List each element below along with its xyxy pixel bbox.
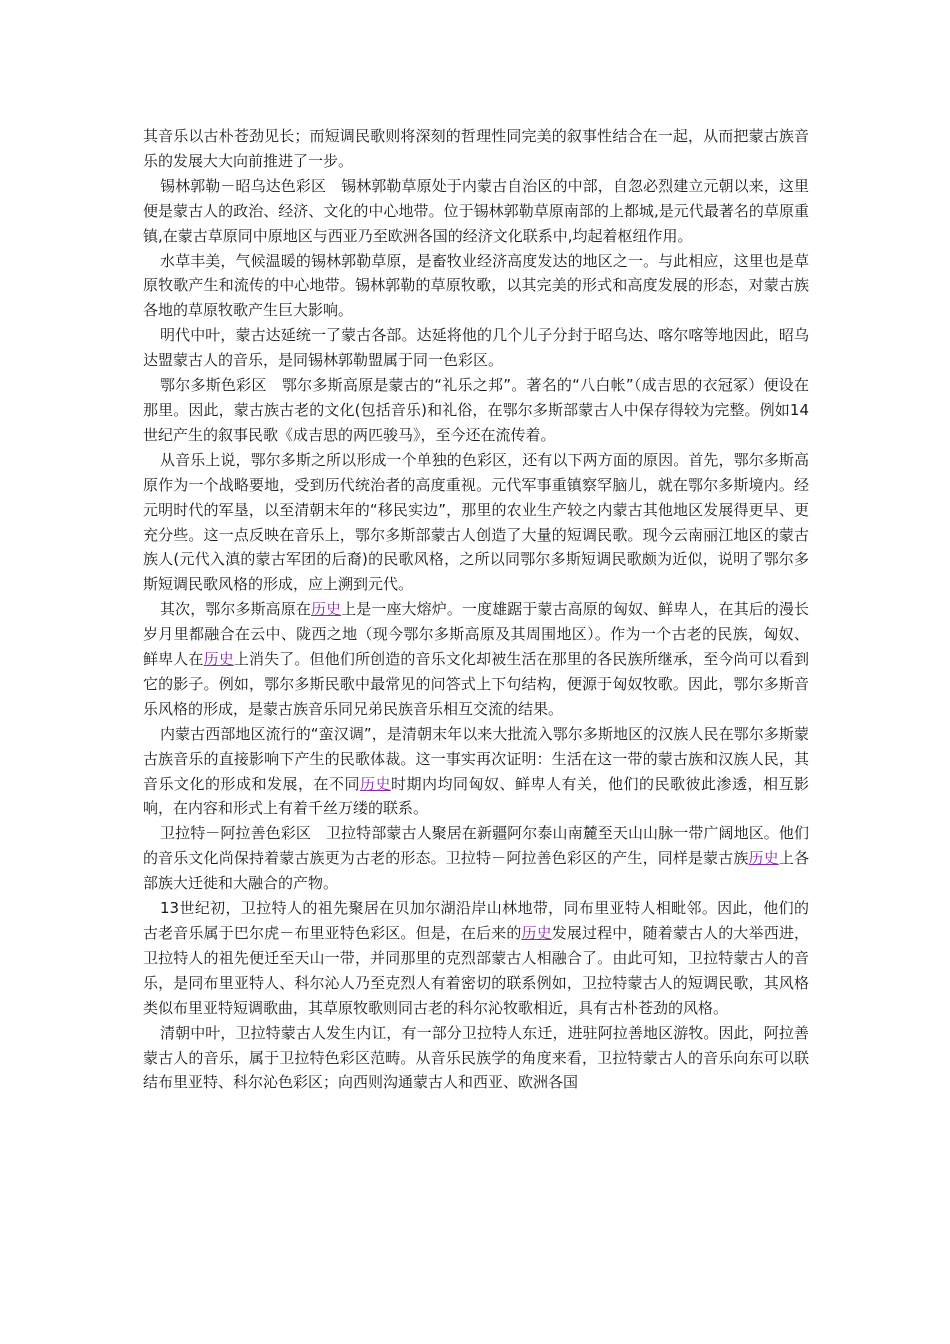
paragraph-text: 鄂尔多斯色彩区 鄂尔多斯高原是蒙古的“礼乐之邦”。著名的“八白帐”（成吉思的衣冠冢）便设在那里。因此，蒙古族古老的文化(包括音乐)和礼俗，在鄂尔多斯部蒙古人中保存得较为完整。例如14世纪产生的叙事民歌《成吉思的两匹骏马》，至今还在流传着。 — [143, 376, 809, 444]
paragraph-text: 明代中叶，蒙古达延统一了蒙古各部。达延将他的几个儿子分封于昭乌达、喀尔喀等地因此，昭乌达盟蒙古人的音乐，是同锡林郭勒盟属于同一色彩区。 — [143, 326, 809, 370]
paragraph — [143, 722, 809, 822]
paragraph — [143, 1021, 809, 1096]
paragraph-text: 锡林郭勒－昭乌达色彩区 锡林郭勒草原处于内蒙古自治区的中部，自忽必烈建立元朝以来，这里便是蒙古人的政治、经济、文化的中心地带。位于锡林郭勒草原南部的上都城,是元代最著名的草原重镇,在蒙古草原同中原地区与西亚乃至欧洲各国的经济文化联系中,均起着枢纽作用。 — [143, 176, 809, 245]
history-link[interactable]: 历史 — [521, 924, 552, 942]
history-link[interactable]: 历史 — [310, 600, 342, 619]
paragraph-text: 其次，鄂尔多斯高原在 — [160, 600, 311, 619]
paragraph — [143, 896, 809, 1021]
history-link[interactable]: 历史 — [203, 650, 234, 669]
paragraph — [143, 249, 809, 324]
paragraph-text: 13世纪初，卫拉特人的祖先聚居在贝加尔湖沿岸山林地带，同布里亚特人相毗邻。因此，他们的古老音乐属于巴尔虎－布里亚特色彩区。但是，在后来的 — [143, 899, 809, 942]
paragraph — [143, 373, 809, 448]
paragraph — [143, 174, 809, 249]
paragraph-text: 清朝中叶，卫拉特蒙古人发生内讧，有一部分卫拉特人东迁，进驻阿拉善地区游牧。因此，阿拉善蒙古人的音乐，属于卫拉特色彩区范畴。从音乐民族学的角度来看，卫拉特蒙古人的音乐向东可以联结布里亚特、科尔沁色彩区；向西则沟通蒙古人和西亚、欧洲各国 — [143, 1023, 809, 1092]
paragraph-text: 内蒙古西部地区流行的“蛮汉调”，是清朝末年以来大批流入鄂尔多斯地区的汉族人民在鄂尔多斯蒙古族音乐的直接影响下产生的民歌体裁。这一事实再次证明：生活在这一带的蒙古族和汉族人民，其音乐文化的形成和发展，在不同 — [143, 724, 809, 793]
paragraph-text: 从音乐上说，鄂尔多斯之所以形成一个单独的色彩区，还有以下两方面的原因。首先，鄂尔多斯高原作为一个战略要地，受到历代统治者的高度重视。元代军事重镇察罕脑儿，就在鄂尔多斯境内。经元明时代的军垦，以至清朝末年的“移民实边”，那里的农业生产较之内蒙古其他地区发展得更早、更充分些。这一点反映在音乐上，鄂尔多斯部蒙古人创造了大量的短调民歌。现今云南丽江地区的蒙古族人(元代入滇的蒙古军团的后裔)的民歌风格，之所以同鄂尔多斯短调民歌颇为近似，说明了鄂尔多斯短调民歌风格的形成，应上溯到元代。 — [143, 450, 809, 594]
paragraph-text: 卫拉特－阿拉善色彩区 卫拉特部蒙古人聚居在新疆阿尔泰山南麓至天山山脉一带广阔地区。他们的音乐文化尚保持着蒙古族更为古老的形态。卫拉特－阿拉善色彩区的产生，同样是蒙古族 — [143, 824, 809, 868]
paragraph — [143, 124, 809, 174]
history-link[interactable]: 历史 — [748, 849, 779, 868]
history-link[interactable]: 历史 — [360, 774, 391, 793]
paragraph-text: 时期内均同匈奴、鲜卑人有关，他们的民歌彼此渗透，相互影响，在内容和形式上有着千丝万缕的联系。 — [143, 774, 809, 818]
paragraph — [143, 448, 809, 597]
document-body — [143, 124, 809, 1095]
paragraph — [143, 597, 809, 722]
paragraph-text: 水草丰美，气候温暖的锡林郭勒草原，是畜牧业经济高度发达的地区之一。与此相应，这里也是草原牧歌产生和流传的中心地带。锡林郭勒的草原牧歌，以其完美的形式和高度发展的形态，对蒙古族各地的草原牧歌产生巨大影响。 — [143, 251, 809, 320]
paragraph-text: 发展过程中，随着蒙古人的大举西进，卫拉特人的祖先便迁至天山一带，并同那里的克烈部蒙古人相融合了。由此可知，卫拉特蒙古人的音乐，是同布里亚特人、科尔沁人乃至克烈人有着密切的联系例如，卫拉特蒙古人的短调民歌，其风格类似布里亚特短调歌曲，其草原牧歌则同古老的科尔沁牧歌相近，具有古朴苍劲的风格。 — [143, 924, 809, 1017]
paragraph-text: 上是一座大熔炉。一度雄踞于蒙古高原的匈奴、鲜卑人，在其后的漫长岁月里都融合在云中、陇西之地（现今鄂尔多斯高原及其周围地区）。作为一个古老的民族，匈奴、鲜卑人在 — [143, 600, 809, 669]
paragraph — [143, 821, 809, 896]
paragraph — [143, 323, 809, 373]
paragraph-text: 上消失了。但他们所创造的音乐文化却被生活在那里的各民族所继承，至今尚可以看到它的影子。例如，鄂尔多斯民歌中最常见的问答式上下句结构，便源于匈奴牧歌。因此，鄂尔多斯音乐风格的形成，是蒙古族音乐同兄弟民族音乐相互交流的结果。 — [143, 650, 809, 718]
paragraph-text: 其音乐以古朴苍劲见长；而短调民歌则将深刻的哲理性同完美的叙事性结合在一起，从而把蒙古族音乐的发展大大向前推进了一步。 — [143, 127, 809, 170]
paragraph-text: 上各部族大迁徙和大融合的产物。 — [143, 849, 809, 893]
